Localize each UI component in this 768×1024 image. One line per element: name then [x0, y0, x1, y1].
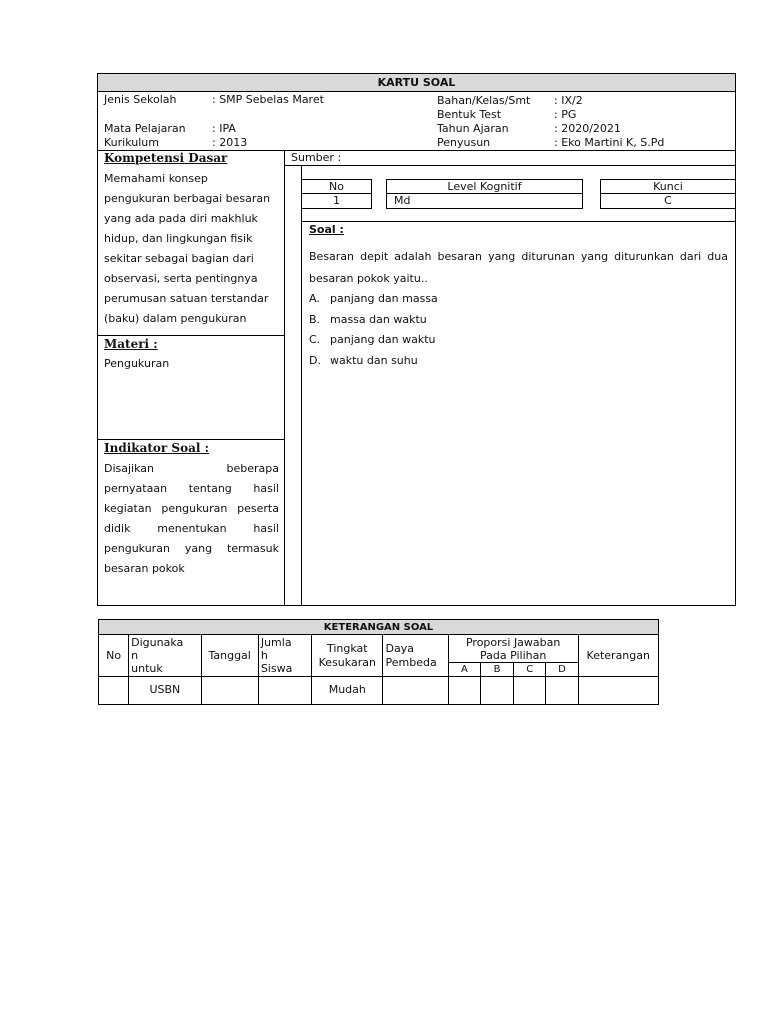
col-proporsi-header: Proporsi Jawaban Pada Pilihan	[448, 635, 578, 663]
col-tingkat-kesukaran-header: Tingkat Kesukaran	[312, 635, 383, 677]
jenis-sekolah-value: : SMP Sebelas Maret	[212, 93, 324, 106]
indikator-line: pengukuran yang termasuk	[104, 542, 279, 555]
materi-heading: Materi :	[104, 337, 158, 351]
keterangan-soal-title: KETERANGAN SOAL	[99, 620, 659, 635]
col-keterangan-header: Keterangan	[578, 635, 658, 677]
kompetensi-line: sekitar sebagai bagian dari	[104, 252, 254, 265]
gutter-border	[301, 165, 302, 606]
cell-b	[481, 677, 514, 705]
cell-tanggal	[201, 677, 258, 705]
soal-top-border	[301, 221, 736, 222]
indikator-soal-text	[104, 459, 279, 579]
soal-question-line: Besaran depit adalah besaran yang diturunan yang diturunkan dari dua	[309, 250, 728, 263]
col-pilihan-d: D	[546, 663, 578, 677]
col-pilihan-a: A	[448, 663, 480, 677]
soal-heading: Soal :	[309, 223, 344, 236]
col-jumlah-siswa-header: Jumla h Siswa	[258, 635, 311, 677]
indikator-line: kegiatan pengukuran peserta	[104, 502, 279, 515]
kompetensi-line: perumusan satuan terstandar	[104, 292, 269, 305]
soal-question	[309, 246, 728, 290]
level-table-divider	[386, 193, 583, 194]
kompetensi-divider	[97, 335, 285, 336]
col-pilihan-b: B	[481, 663, 514, 677]
cell-daya	[383, 677, 448, 705]
penyusun-label: Penyusun	[437, 136, 491, 149]
indikator-line: didik menentukan hasil	[104, 522, 279, 535]
cell-digunakan: USBN	[129, 677, 201, 705]
sumber-divider	[285, 165, 736, 166]
mata-pelajaran-label: Mata Pelajaran	[104, 122, 186, 135]
option-d: D. waktu dan suhu	[309, 353, 418, 367]
cell-a	[448, 677, 480, 705]
no-value: 1	[333, 194, 340, 207]
indikator-line: pernyataan tentang hasil	[104, 482, 279, 495]
cell-d	[546, 677, 578, 705]
cell-tingkat: Mudah	[312, 677, 383, 705]
kompetensi-line: hidup, dan lingkungan fisik	[104, 232, 253, 245]
col-digunakan-header: Digunaka n untuk	[129, 635, 201, 677]
tahun-ajaran-value: : 2020/2021	[554, 122, 621, 135]
level-kognitif-value: Md	[394, 194, 411, 207]
kompetensi-dasar-heading: Kompetensi Dasar	[104, 151, 228, 165]
cell-jumlah	[258, 677, 311, 705]
materi-divider	[97, 439, 285, 440]
kartu-soal-title: KARTU SOAL	[97, 73, 736, 92]
keterangan-soal-table	[98, 619, 659, 705]
cell-c	[514, 677, 546, 705]
kurikulum-label: Kurikulum	[104, 136, 159, 149]
indikator-soal-heading: Indikator Soal :	[104, 441, 210, 455]
option-c: C. panjang dan waktu	[309, 333, 436, 346]
col-pilihan-c: C	[514, 663, 546, 677]
kompetensi-line: observasi, serta pentingnya	[104, 272, 258, 285]
bentuk-test-value: : PG	[554, 108, 577, 121]
materi-text: Pengukuran	[104, 357, 170, 370]
cell-keterangan	[578, 677, 658, 705]
no-header: No	[329, 180, 344, 193]
bahan-kelas-value: : IX/2	[554, 94, 583, 107]
kurikulum-value: : 2013	[212, 136, 248, 149]
col-no-header: No	[99, 635, 129, 677]
cell-no	[99, 677, 129, 705]
bentuk-test-label: Bentuk Test	[437, 108, 502, 121]
mata-pelajaran-value: : IPA	[212, 122, 236, 135]
soal-question-line: besaran pokok yaitu..	[309, 272, 428, 285]
option-b: B. massa dan waktu	[309, 312, 427, 326]
indikator-line: besaran pokok	[104, 562, 185, 575]
kompetensi-line: Memahami konsep	[104, 172, 208, 185]
tahun-ajaran-label: Tahun Ajaran	[437, 122, 509, 135]
left-column-border	[284, 150, 285, 606]
indikator-line: Disajikan beberapa	[104, 462, 279, 475]
kompetensi-dasar-text	[104, 169, 282, 329]
sumber-label: Sumber :	[291, 151, 342, 164]
penyusun-value: : Eko Martini K, S.Pd	[554, 136, 665, 149]
option-a: A. panjang dan massa	[309, 292, 438, 305]
level-kognitif-header: Level Kognitif	[447, 180, 522, 193]
kompetensi-line: yang ada pada diri makhluk	[104, 212, 258, 225]
table-row	[99, 677, 659, 705]
soal-options	[309, 289, 728, 371]
kompetensi-line: (baku) dalam pengukuran	[104, 312, 247, 325]
kompetensi-line: pengukuran berbagai besaran	[104, 192, 271, 205]
bahan-kelas-label: Bahan/Kelas/Smt	[437, 94, 531, 107]
col-tanggal-header: Tanggal	[201, 635, 258, 677]
kunci-header: Kunci	[653, 180, 683, 193]
kunci-value: C	[664, 194, 672, 207]
jenis-sekolah-label: Jenis Sekolah	[104, 93, 177, 106]
col-daya-pembeda-header: Daya Pembeda	[383, 635, 448, 677]
